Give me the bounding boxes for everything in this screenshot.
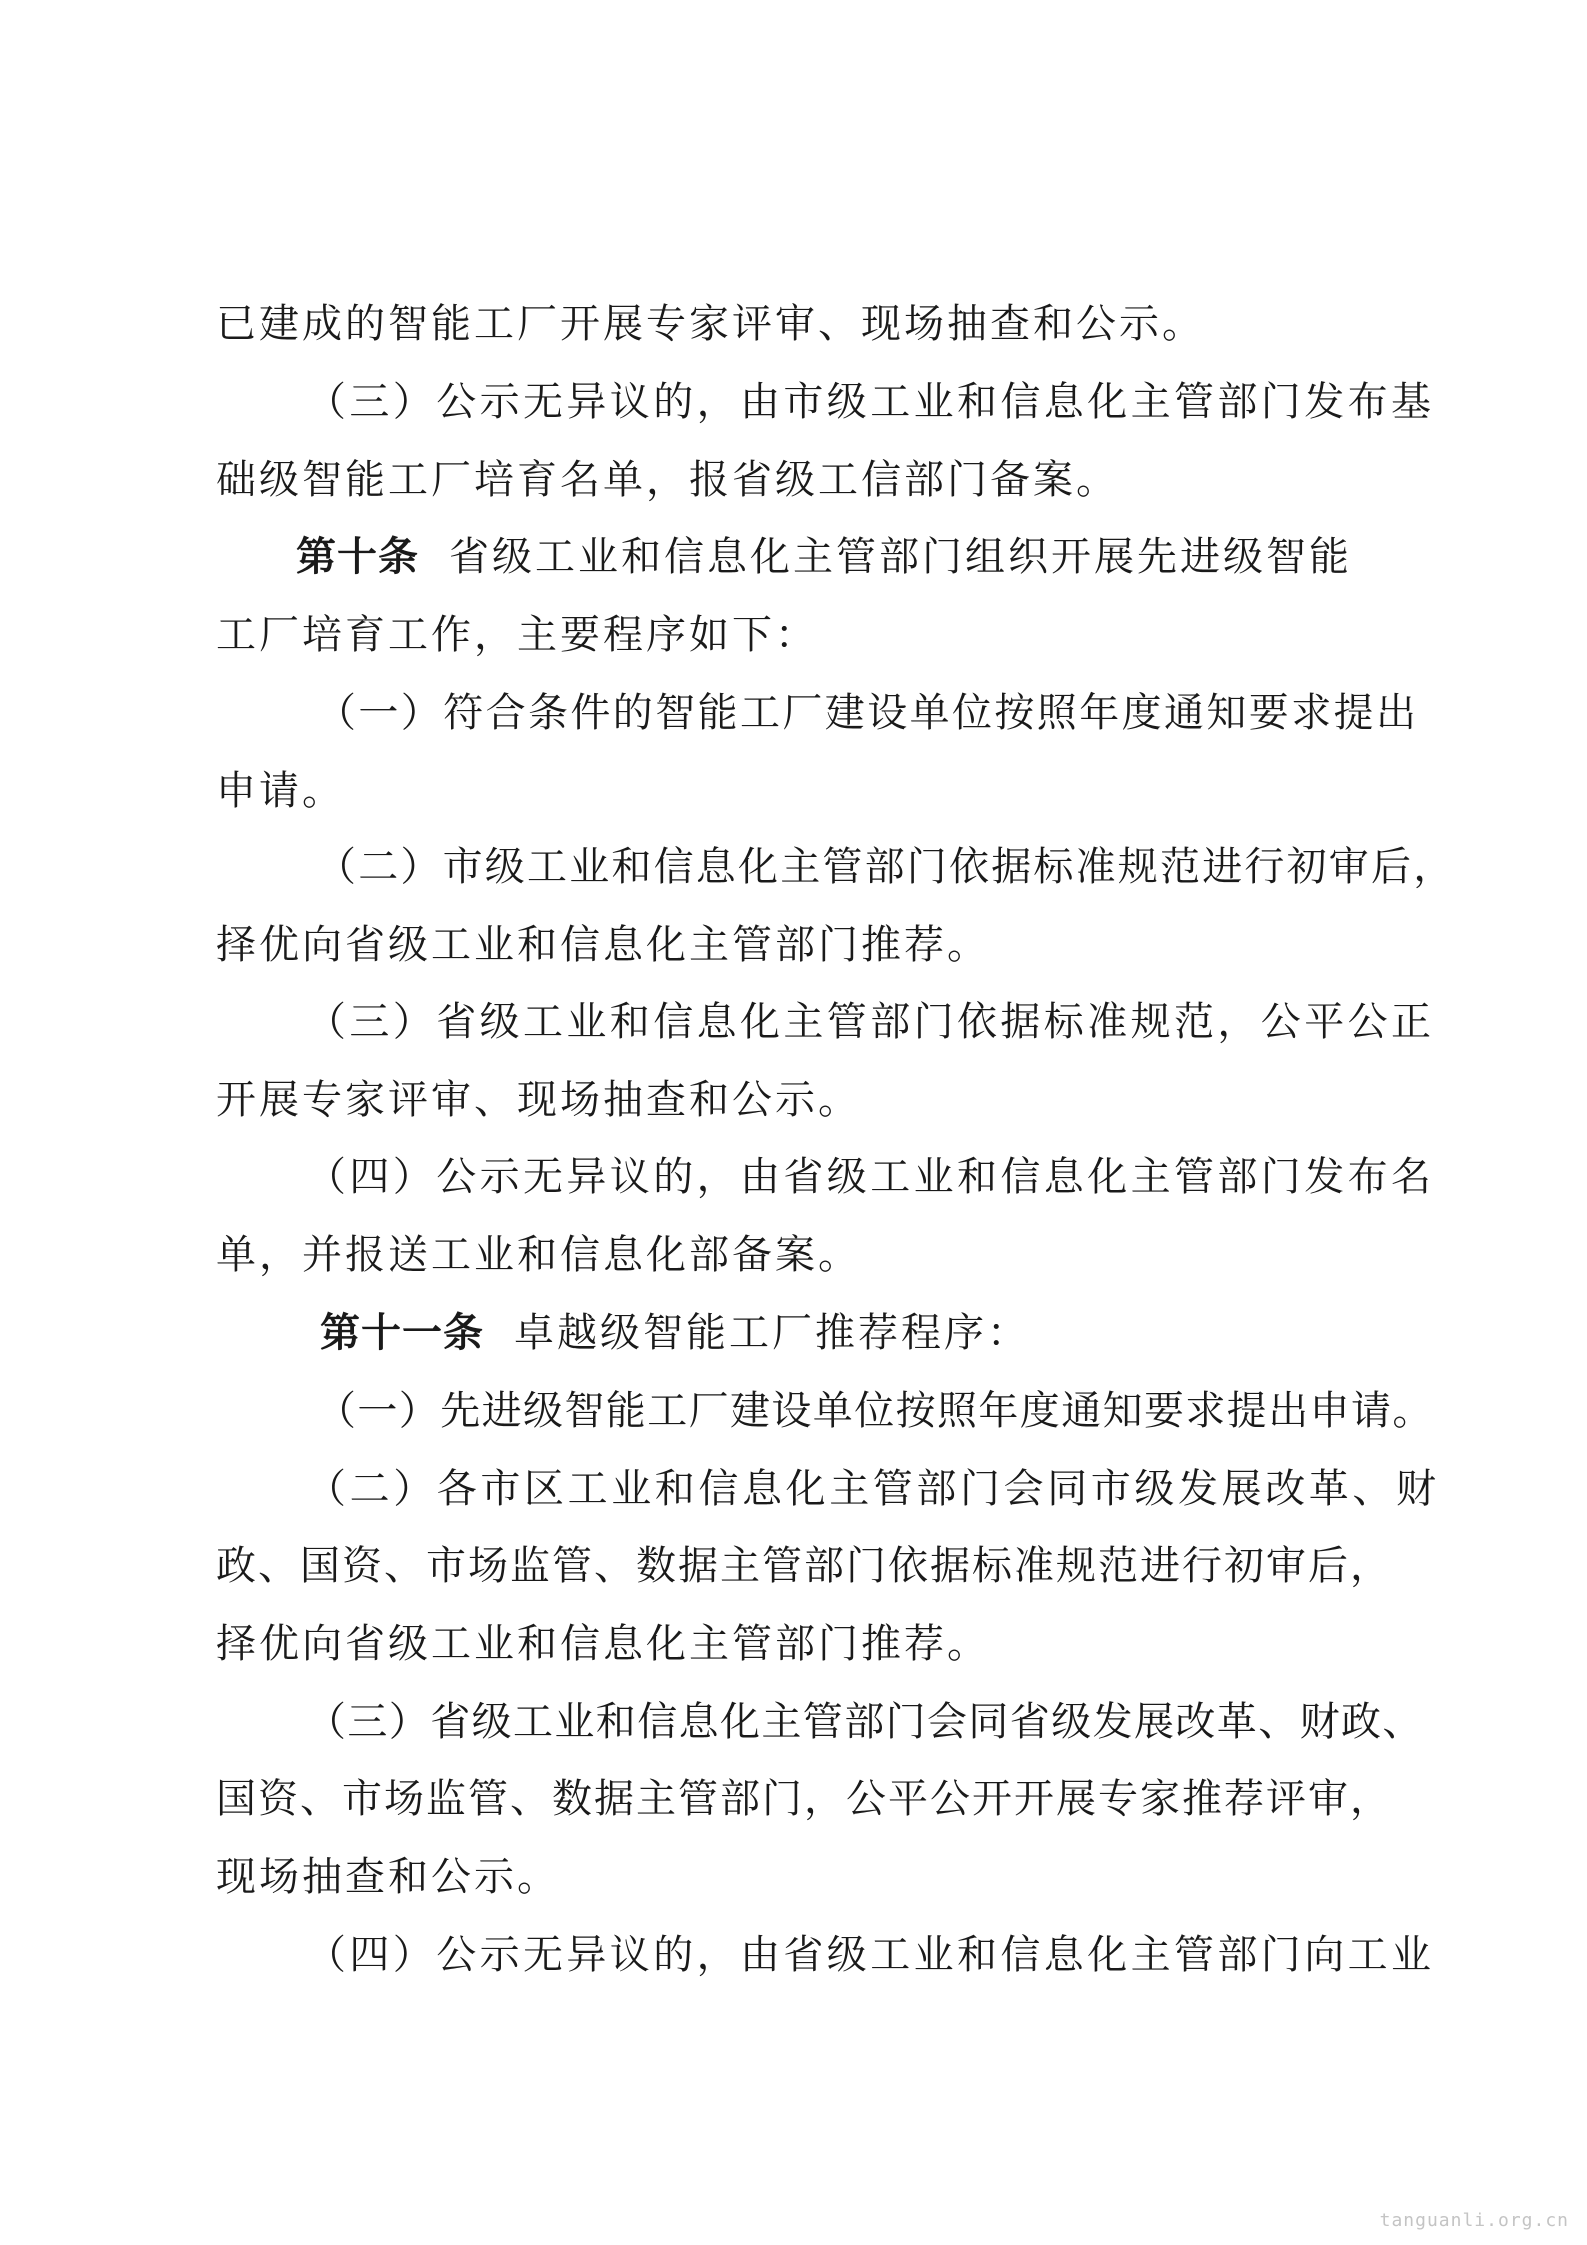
text-line: （三）省级工业和信息化主管部门会同省级发展改革、财政、 xyxy=(306,1699,1424,1745)
text-line: 现场抽查和公示。 xyxy=(216,1854,560,1900)
text-line: 已建成的智能工厂开展专家评审、现场抽查和公示。 xyxy=(216,301,1205,347)
watermark: tanguanli.org.cn xyxy=(1379,2210,1569,2231)
text-line: （三）公示无异议的，由市级工业和信息化主管部门发布基 xyxy=(306,379,1435,425)
article-10-line xyxy=(296,533,1352,581)
text-line: （四）公示无异议的，由省级工业和信息化主管部门向工业 xyxy=(306,1932,1435,1978)
article-heading: 第十一条 xyxy=(320,1310,484,1356)
text-line: （三）省级工业和信息化主管部门依据标准规范，公平公正 xyxy=(306,999,1435,1045)
text-line: 础级智能工厂培育名单，报省级工信部门备案。 xyxy=(216,457,1119,503)
article-text: 卓越级智能工厂推荐程序： xyxy=(514,1310,1030,1356)
text-line: 申请。 xyxy=(216,768,345,814)
text-line: 择优向省级工业和信息化主管部门推荐。 xyxy=(216,922,990,968)
article-heading: 第十条 xyxy=(296,534,419,580)
text-line: （二）市级工业和信息化主管部门依据标准规范进行初审后， xyxy=(316,844,1456,890)
text-line: 国资、市场监管、数据主管部门，公平公开开展专家推荐评审， xyxy=(216,1776,1392,1822)
text-line: （二）各市区工业和信息化主管部门会同市级发展改革、财 xyxy=(306,1466,1440,1512)
text-line: 工厂培育工作，主要程序如下： xyxy=(216,612,818,658)
text-line: 开展专家评审、现场抽查和公示。 xyxy=(216,1077,861,1123)
text-line: 择优向省级工业和信息化主管部门推荐。 xyxy=(216,1621,990,1667)
text-line: （一）先进级智能工厂建设单位按照年度通知要求提出申请。 xyxy=(316,1388,1434,1434)
text-line: 政、国资、市场监管、数据主管部门依据标准规范进行初审后， xyxy=(216,1543,1392,1589)
article-11-line xyxy=(320,1309,1030,1357)
text-line: （一）符合条件的智能工厂建设单位按照年度通知要求提出 xyxy=(316,690,1419,736)
text-line: （四）公示无异议的，由省级工业和信息化主管部门发布名 xyxy=(306,1154,1435,1200)
article-text: 省级工业和信息化主管部门组织开展先进级智能 xyxy=(449,534,1352,580)
text-line: 单，并报送工业和信息化部备案。 xyxy=(216,1232,861,1278)
